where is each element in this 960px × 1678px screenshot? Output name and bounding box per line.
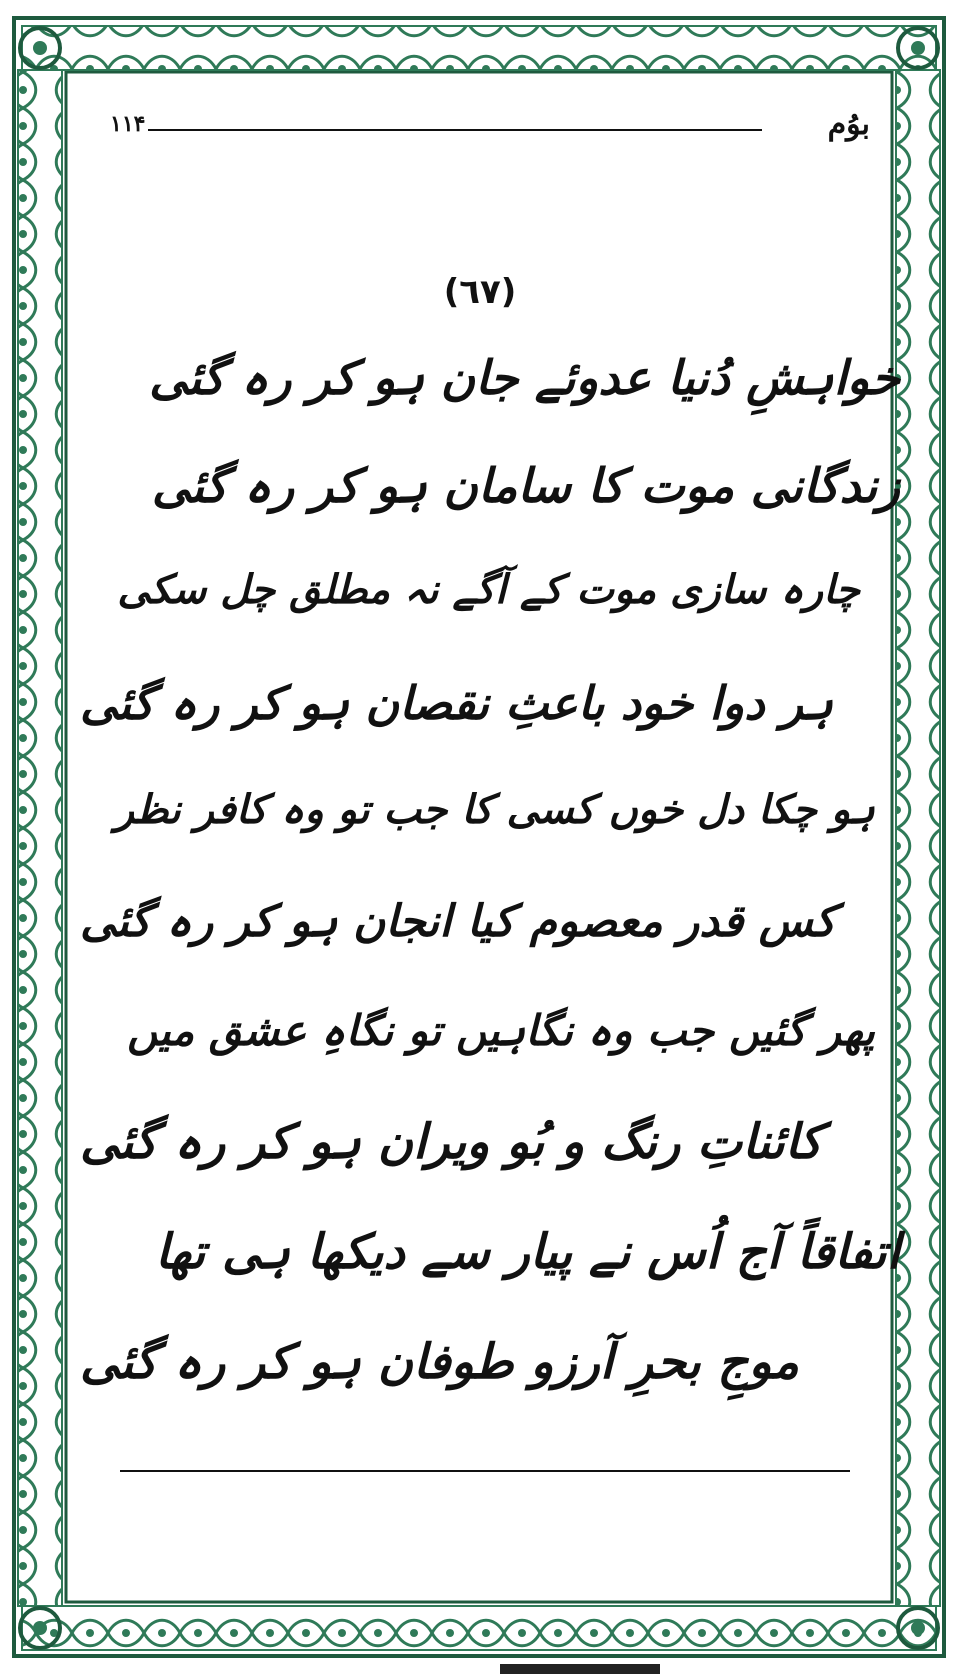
verse-line-4: ہر دوا خود باعثِ نقصان ہو کر رہ گئی <box>80 676 834 730</box>
verse-line-9: اتفاقاً آج اُس نے پیار سے دیکھا ہی تھا <box>155 1224 900 1280</box>
footer-rule <box>120 1470 850 1472</box>
page-header <box>110 105 870 145</box>
verse-line-3: چارہ سازی موت کے آگے نہ مطلق چل سکی <box>117 567 860 613</box>
verse-line-1: خواہشِ دُنیا عدوئے جان ہو کر رہ گئی <box>149 351 900 406</box>
book-title: بوُم <box>827 107 870 142</box>
verse-line-6: کس قدر معصوم کیا انجان ہو کر رہ گئی <box>80 896 836 947</box>
verse-line-2: زندگانی موت کا سامان ہو کر رہ گئی <box>151 459 900 514</box>
poem-number: (٦٧) <box>443 272 517 312</box>
scan-edge-mark <box>500 1664 660 1674</box>
verse-line-5: ہو چکا دل خوں کسی کا جب تو وہ کافر نظر <box>114 787 875 833</box>
page-number: ۱۱۴ <box>110 111 146 137</box>
verse-line-8: کائناتِ رنگ و بُو ویران ہو کر رہ گئی <box>80 1114 823 1170</box>
header-rule <box>148 129 762 131</box>
verse-line-7: پھر گئیں جب وہ نگاہیں تو نگاہِ عشق میں <box>127 1006 875 1055</box>
verse-line-10: موجِ بحرِ آرزو طوفان ہو کر رہ گئی <box>80 1334 799 1390</box>
